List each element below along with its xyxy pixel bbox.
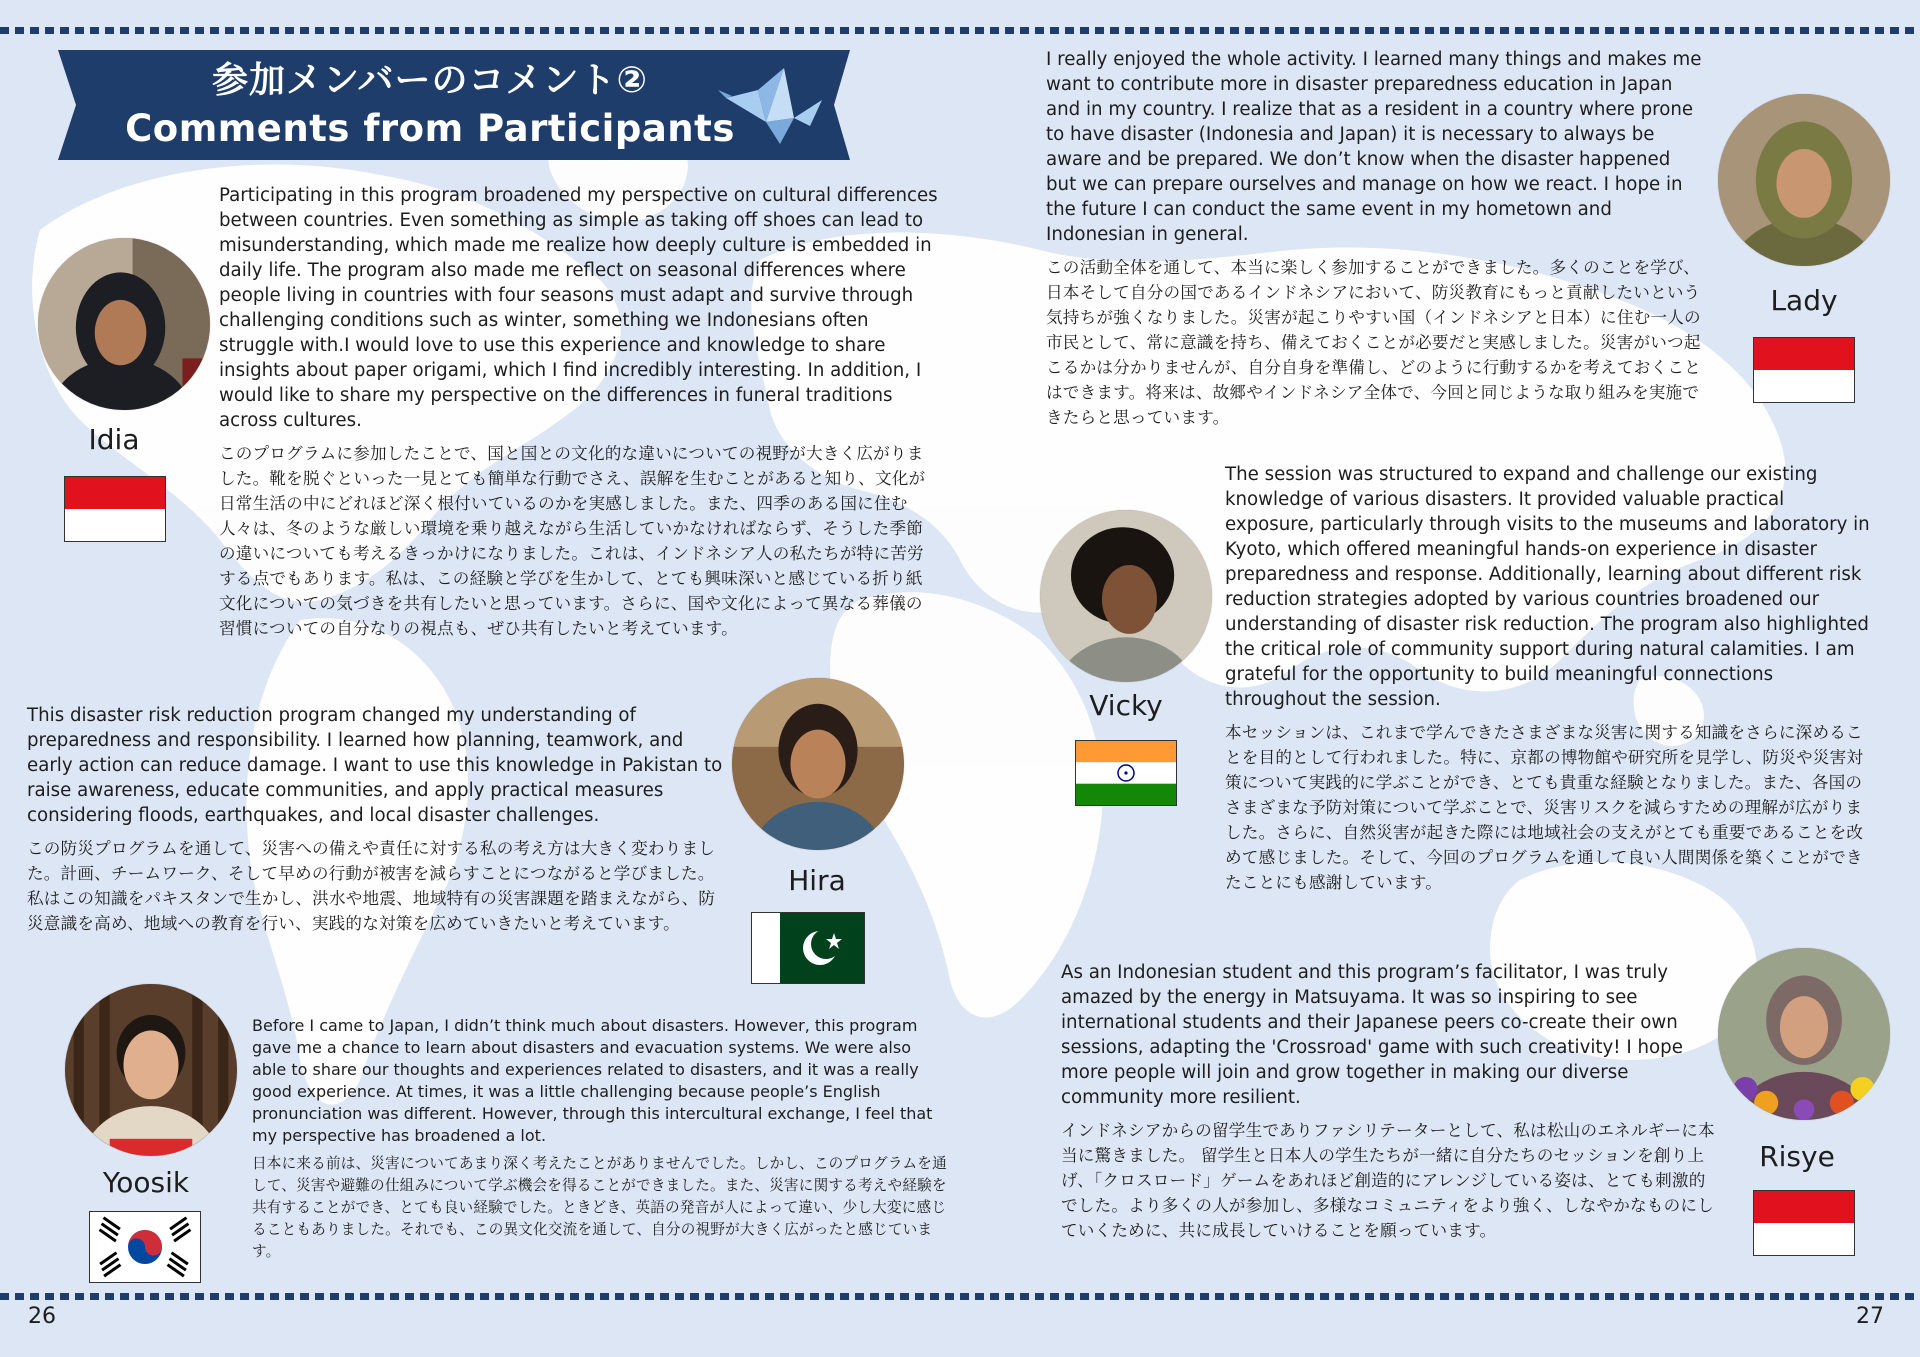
comment-yoosik-jp: 日本に来る前は、災害についてあまり深く考えたことがありませんでした。しかし、このプログラムを通して、災害や避難の仕組みについて学ぶ機会を得ることができました。また、災害に関する考えや経験を共有することができ、とても良い経験でした。ときどき、英語の発音が人によって違い、少し大変に感じることもありました。それでも、この異文化交流を通して、自分の視野が大きく広がったと感じています。 <box>252 1155 947 1260</box>
avatar-idia <box>38 238 210 410</box>
top-dotted-border <box>0 27 1920 34</box>
avatar-yoosik <box>65 984 237 1156</box>
origami-crane-icon <box>718 60 828 150</box>
comment-lady <box>1046 47 1706 430</box>
indonesia-flag <box>1753 337 1855 403</box>
pakistan-flag <box>751 912 865 984</box>
korea-flag <box>89 1211 201 1283</box>
comment-hira-en: This disaster risk reduction program changed my understanding of preparedness and responsibility. I learned how planning, teamwork, and early action can reduce damage. I want to use this knowledge in Pakistan to raise awareness, educate communities, and apply practical measures considering floods, earthquakes, and local disaster challenges. <box>27 705 723 826</box>
comment-risye <box>1061 960 1721 1243</box>
comment-idia <box>219 183 939 641</box>
participant-name-lady: Lady <box>1770 284 1838 317</box>
avatar-vicky <box>1040 510 1212 682</box>
page-title <box>120 58 740 154</box>
indonesia-flag <box>64 476 166 542</box>
india-flag <box>1075 740 1177 806</box>
avatar-lady <box>1718 94 1890 266</box>
comment-yoosik-en: Before I came to Japan, I didn’t think much about disasters. However, this program gave me a chance to learn about disasters and evacuation systems. We were also able to share our thoughts and experiences related to disasters, and it was a really good experience. At times, it was a little challenging because people’s English pronunciation was different. However, through this intercultural exchange, I feel that my perspective has broadened a lot. <box>252 1016 933 1145</box>
comment-lady-en: I really enjoyed the whole activity. I learned many things and makes me want to contribute more in disaster preparedness education in Japan and in my country. I realize that as a resident in a country where prone to have disaster (Indonesia and Japan) it is necessary to always be aware and be prepared. We don’t know when the disaster happened but we can prepare ourselves and manage on how we react. I hope in the future I can conduct the same event in my hometown and Indonesian in general. <box>1046 49 1702 245</box>
participant-name-hira: Hira <box>788 864 846 897</box>
comment-yoosik <box>252 1015 947 1263</box>
comment-risye-jp: インドネシアからの留学生でありファシリテーターとして、私は松山のエネルギーに本当に驚きました。 留学生と日本人の学生たちが一緒に自分たちのセッションを創り上げ、「クロスロード」ゲームをあれほど創造的にアレンジしている姿は、とても刺激的でした。より多くの人が参加し、多様なコミュニティをより強く、しなやかなものにしていくために、共に成長していけることを願っています。 <box>1061 1121 1715 1240</box>
comment-hira-jp: この防災プログラムを通して、災害への備えや責任に対する私の考え方は大きく変わりました。計画、チームワーク、そして早めの行動が被害を減らすことにつながると学びました。私はこの知識をパキスタンで生かし、洪水や地震、地域特有の災害課題を踏まえながら、防災意識を高め、地域への教育を行い、実践的な対策を広めていきたいと考えています。 <box>27 839 716 933</box>
avatar-risye <box>1718 948 1890 1120</box>
comment-vicky-en: The session was structured to expand and challenge our existing knowledge of various disasters. It provided valuable practical exposure, particularly through visits to the museums and laboratory in Kyoto, which offered meaningful hands-on experience in disaster preparedness and response. Additionally, learning about different risk reduction strategies adopted by various countries broadened our understanding of disaster risk reduction. The program also highlighted the critical role of community support during natural calamities. I am grateful for the opportunity to build meaningful connections throughout the session. <box>1225 464 1870 710</box>
page-number-right: 27 <box>1856 1304 1884 1329</box>
comment-idia-en: Participating in this program broadened my perspective on cultural differences between countries. Even something as simple as taking off shoes can lead to misunderstanding, which made me realize how deeply culture is embedded in daily life. The program also made me reflect on seasonal differences where people living in countries with four seasons must adapt and survive through challenging conditions such as winter, something we Indonesians often struggle with.I would love to use this experience and knowledge to share insights about paper origami, which I find incredibly interesting. In addition, I would like to share my perspective on the differences in funeral traditions across cultures. <box>219 185 938 431</box>
indonesia-flag <box>1753 1190 1855 1256</box>
comment-idia-jp: このプログラムに参加したことで、国と国との文化的な違いについての視野が大きく広がりました。靴を脱ぐといった一見とても簡単な行動でさえ、誤解を生むことがあると知り、文化が日常生活の中にどれほど深く根付いているのかを実感しました。また、四季のある国に住む人々は、冬のような厳しい環境を乗り越えながら生活していかなければならず、そうした季節の違いについても考えるきっかけになりました。これは、インドネシア人の私たちが特に苦労する点でもあります。私は、この経験と学びを生かして、とても興味深いと感じている折り紙文化についての気づきを共有したいと思っています。さらに、国や文化によって異なる葬儀の習慣についての自分なりの視点も、ぜひ共有したいと考えています。 <box>219 444 926 638</box>
comment-vicky <box>1225 462 1875 895</box>
page-number-left: 26 <box>28 1304 56 1329</box>
comment-lady-jp: この活動全体を通して、本当に楽しく参加することができました。多くのことを学び、日本そして自分の国であるインドネシアにおいて、防災教育にもっと貢献したいという気持ちが強くなりました。災害が起こりやすい国（インドネシアと日本）に住む一人の市民として、常に意識を持ち、備えておくことが必要だと実感しました。災害がいつ起こるかは分かりませんが、自分自身を準備し、どのように行動するかを考えておくことはできます。将来は、故郷やインドネシア全体で、今回と同じような取り組みを実施できたらと思っています。 <box>1046 258 1701 427</box>
participant-name-idia: Idia <box>88 423 140 456</box>
avatar-hira <box>732 678 904 850</box>
participant-name-yoosik: Yoosik <box>102 1166 190 1199</box>
comment-risye-en: As an Indonesian student and this program’s facilitator, I was truly amazed by the energy in Matsuyama. It was so inspiring to see international students and their Japanese peers co-create their own sessions, adapting the 'Crossroad' game with such creativity! I hope more people will join and grow together in making our diverse community more resilient. <box>1061 962 1683 1108</box>
participant-name-risye: Risye <box>1759 1140 1835 1173</box>
comment-vicky-jp: 本セッションは、これまで学んできたさまざまな災害に関する知識をさらに深めることを目的として行われました。特に、京都の博物館や研究所を見学し、防災や災害対策について実践的に学ぶことができ、とても貴重な経験となりました。また、各国のさまざまな予防対策について学ぶことで、災害リスクを減らすための理解が広がりました。さらに、自然災害が起きた際には地域社会の支えがとても重要であることを改めて感じました。そして、今回のプログラムを通して良い人間関係を築くことができたことにも感謝しています。 <box>1225 723 1864 892</box>
comment-hira <box>27 703 730 936</box>
title-english: Comments from Participants <box>125 107 735 150</box>
bottom-dotted-border <box>0 1293 1920 1300</box>
title-japanese: 参加メンバーのコメント② <box>212 60 648 101</box>
participant-name-vicky: Vicky <box>1089 689 1163 722</box>
